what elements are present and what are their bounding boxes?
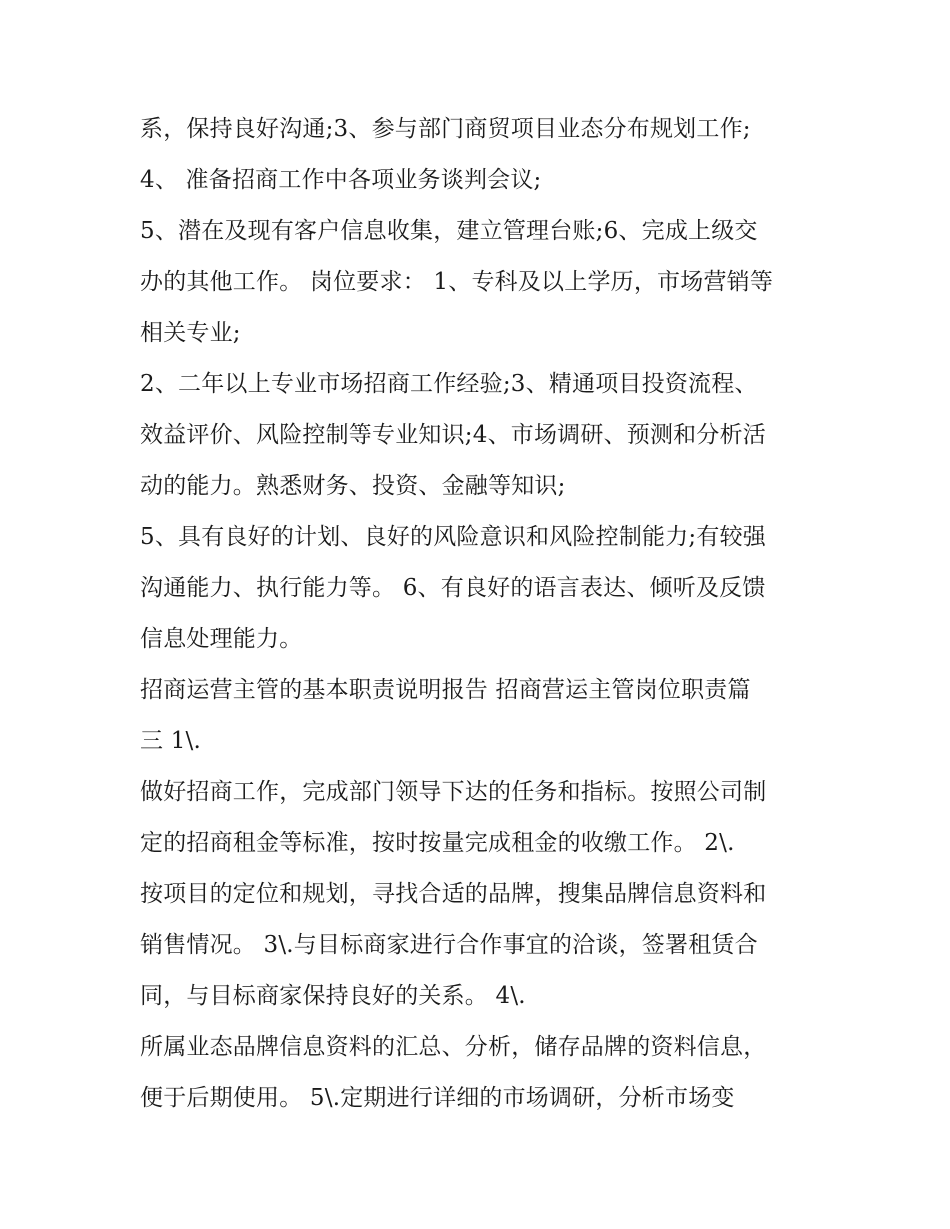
text-line: 信息处理能力。 bbox=[140, 626, 303, 652]
text-line: 所属业态品牌信息资料的汇总、分析，储存品牌的资料信息， bbox=[140, 1034, 767, 1060]
text-line: 做好招商工作，完成部门领导下达的任务和指标。按照公司制 bbox=[140, 779, 767, 805]
text-line: 效益评价、风险控制等专业知识;4、市场调研、预测和分析活 bbox=[140, 422, 766, 448]
text-line: 相关专业; bbox=[140, 320, 241, 346]
text-line: 动的能力。熟悉财务、投资、金融等知识; bbox=[140, 473, 566, 499]
text-line: 系，保持良好沟通;3、参与部门商贸项目业态分布规划工作; bbox=[140, 116, 751, 142]
text-line: 销售情况。 3\.与目标商家进行合作事宜的洽谈，签署租赁合 bbox=[140, 932, 758, 958]
document-body bbox=[140, 104, 820, 1124]
text-line: 便于后期使用。 5\.定期进行详细的市场调研，分析市场变 bbox=[140, 1085, 735, 1111]
text-line: 5、潜在及现有客户信息收集，建立管理台账;6、完成上级交 bbox=[140, 218, 758, 244]
text-line: 定的招商租金等标准，按时按量完成租金的收缴工作。 2\. bbox=[140, 830, 735, 856]
text-line: 2、二年以上专业市场招商工作经验;3、精通项目投资流程、 bbox=[140, 371, 758, 397]
text-line: 沟通能力、执行能力等。 6、有良好的语言表达、倾听及反馈 bbox=[140, 575, 766, 601]
text-line: 4、 准备招商工作中各项业务谈判会议; bbox=[140, 167, 542, 193]
section-title-line: 三 1\. bbox=[140, 728, 202, 754]
text-line: 同，与目标商家保持良好的关系。 4\. bbox=[140, 983, 526, 1009]
text-line: 5、具有良好的计划、良好的风险意识和风险控制能力;有较强 bbox=[140, 524, 766, 550]
text-line: 办的其他工作。 岗位要求： 1、专科及以上学历，市场营销等 bbox=[140, 269, 774, 295]
text-line: 按项目的定位和规划，寻找合适的品牌，搜集品牌信息资料和 bbox=[140, 881, 767, 907]
section-title-line: 招商运营主管的基本职责说明报告 招商营运主管岗位职责篇 bbox=[140, 677, 751, 703]
